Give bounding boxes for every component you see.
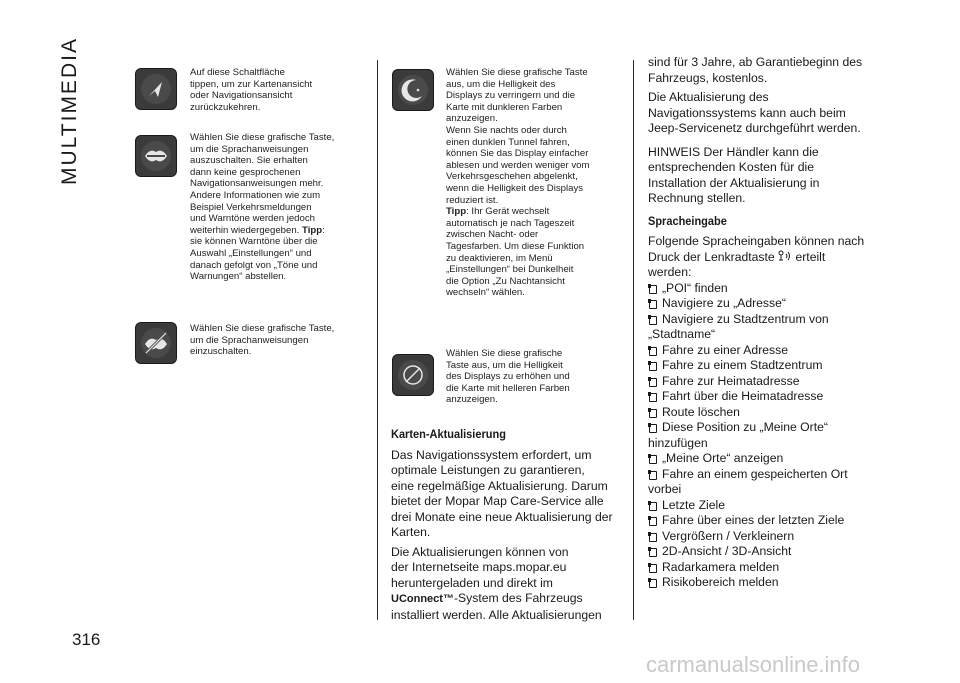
voice-command-icon xyxy=(778,250,792,262)
list-item: Fahrt über die Heimatadresse xyxy=(648,389,893,405)
list-item: Route löschen xyxy=(648,405,893,421)
map-update-section: Karten-Aktualisierung Das Navigationssystem erfordert, um optimale Leistungen zu garantieren, eine regelmäßige Aktualisierung. Darum bietet der Mopar Map Care-Service alle drei Monate eine neue Aktualisierung der Karten. Die Aktualisierungen können von der Internetseite maps.mopar.eu heruntergeladen und direkt im UConnect™-System des Fahrzeugs installiert werden. Alle Aktualisierungen xyxy=(391,428,627,627)
column-divider xyxy=(377,60,378,620)
list-item: „Meine Orte“ anzeigen xyxy=(648,451,893,467)
list-item: Vergrößern / Verkleinern xyxy=(648,529,893,545)
list-item: Risikobereich melden xyxy=(648,575,893,591)
watermark: carmanualsonline.info xyxy=(646,652,861,677)
voice-mute-icon xyxy=(135,135,177,177)
list-item: Fahre zu einer Adresse xyxy=(648,343,893,359)
night-mode-description: Wählen Sie diese grafische Taste aus, um die Helligkeit des Displays zu verringern und die Karte mit dunkleren Farben anzuzeigen. Wenn Sie nachts oder durch einen dunklen Tunnel fahren, können Sie das Display einfacher ablesen und werden weniger vom Verkehrsgeschehen abgelenkt, wenn die Helligkeit des Displays reduziert ist. Tipp: Ihr Gerät wechselt automatisch je nach Tageszeit zwischen Nacht- oder Tagesfarben. Um diese Funktion zu deaktivieren, im Menü „Einstellungen“ bei Dunkelheit die Option „Zu Nachtansicht wechseln“ wählen. xyxy=(446,67,590,299)
list-item: Radarkamera melden xyxy=(648,560,893,576)
list-item: Letzte Ziele xyxy=(648,498,893,514)
list-item: Fahre zu einem Stadtzentrum xyxy=(648,358,893,374)
list-item: 2D-Ansicht / 3D-Ansicht xyxy=(648,544,893,560)
page-number: 316 xyxy=(72,630,101,649)
night-mode-icon xyxy=(392,69,434,111)
list-item: Fahre an einem gespeicherten Ort vorbei xyxy=(648,467,893,498)
list-item: „POI“ finden xyxy=(648,281,893,297)
day-mode-icon xyxy=(392,354,434,396)
section-heading: Karten-Aktualisierung xyxy=(391,428,506,442)
list-item: Diese Position zu „Meine Orte“ hinzufügen xyxy=(648,420,893,451)
section-title: MULTIMEDIA xyxy=(58,37,81,185)
list-item: Navigiere zu „Adresse“ xyxy=(648,296,893,312)
list-item: Fahre zur Heimatadresse xyxy=(648,374,893,390)
section-heading: Spracheingabe xyxy=(648,215,727,228)
voice-command-list xyxy=(648,281,893,591)
navigation-arrow-icon xyxy=(135,68,177,110)
list-item: Fahre über eines der letzten Ziele xyxy=(648,513,893,529)
unmute-button-description: Wählen Sie diese grafische Taste, um die Sprachanweisungen einzuschalten. xyxy=(190,323,335,358)
column-divider xyxy=(633,60,634,620)
list-item: Navigiere zu Stadtzentrum von „Stadtname“ xyxy=(648,312,893,343)
voice-input-section: sind für 3 Jahre, ab Garantiebeginn des Fahrzeugs, kostenlos. Die Aktualisierung des Navigationssystems kann auch beim Jeep-Servicenetz durchgeführt werden. HINWEIS Der Händler kann die entsprechenden Kosten für die Installation der Aktualisierung in Rechnung stellen. Spracheingabe Folgende Spracheingaben können nach Druck der Lenkradtaste erteilt werden: „POI“ finden Navigiere zu „Adresse“ Navigiere zu Stadtzentrum von „Stadtname“ Fahre zu einer Adresse Fahre zu einem Stadtzentrum Fahre zur Heimatadresse Fahrt über die Heimatadresse Route löschen Diese Position zu „Meine Orte“ hinzufügen „Meine Orte“ anzeigen Fahre an einem gespeicherten Ort vorbei Letzte Ziele Fahre über eines der letzten Ziele Vergrößern / Verkleinern 2D-Ansicht / 3D-Ansicht Radarkamera melden Risikobereich melden xyxy=(648,55,893,591)
day-mode-description: Wählen Sie diese grafische Taste aus, um die Helligkeit des Displays zu erhöhen und die Karte mit helleren Farben anzuzeigen. xyxy=(446,348,570,406)
mute-button-description: Wählen Sie diese grafische Taste, um die Sprachanweisungen auszuschalten. Sie erhalten dann keine gesprochenen Navigationsanweisungen mehr. Andere Informationen wie zum Beispiel Verkehrsmeldungen und Warntöne werden jedoch weiterhin wiedergegeben. Tipp: sie können Warntöne über die Auswahl „Einstellungen“ und danach gefolgt von „Töne und Warnungen“ abstellen. xyxy=(190,132,335,283)
nav-button-description: Auf diese Schaltfläche tippen, um zur Kartenansicht oder Navigationsansicht zurückzukehren. xyxy=(190,67,313,113)
voice-on-icon xyxy=(135,322,177,364)
